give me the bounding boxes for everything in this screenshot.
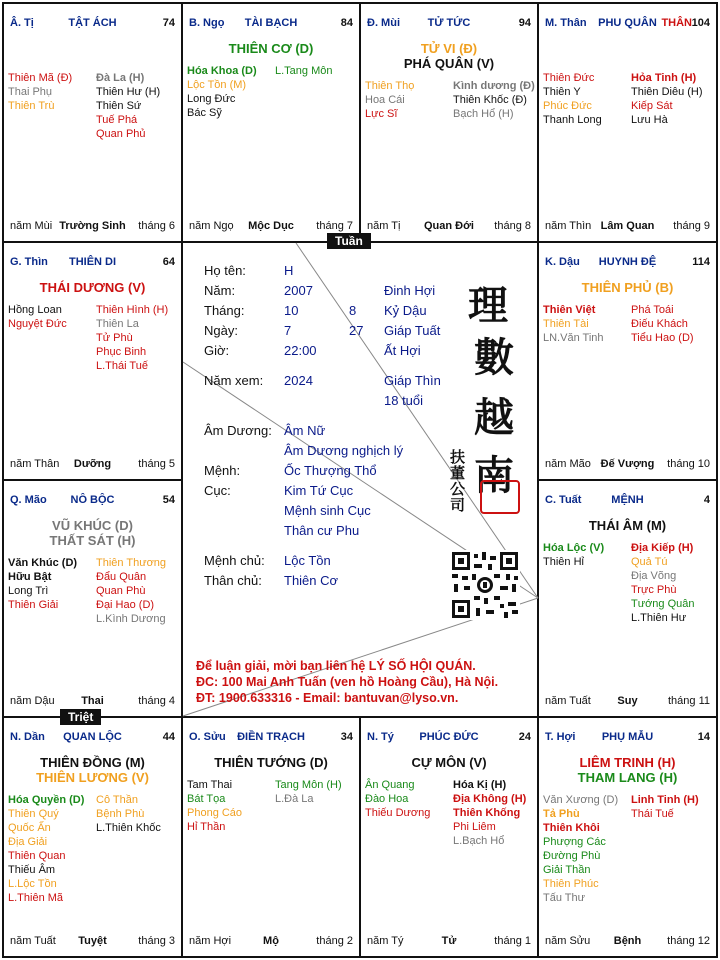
minor-star: Quan Phủ	[96, 128, 146, 140]
palace-footer	[545, 458, 710, 471]
palace-dau[interactable]	[539, 243, 716, 479]
minor-star: Thiên Diêu (H)	[631, 86, 703, 98]
truong-sinh-stage: Đế Vượng	[600, 458, 655, 470]
minor-star: Phục Binh	[96, 346, 147, 358]
minor-stars-left	[543, 793, 618, 905]
minor-stars-right	[453, 778, 526, 848]
palace-suu[interactable]	[183, 718, 359, 956]
tieu-han-year: năm Thân	[10, 458, 60, 470]
minor-star: Tiểu Hao (D)	[631, 332, 694, 344]
nguyet-han-month: tháng 8	[494, 220, 531, 232]
minor-star: L.Lộc Tồn	[8, 878, 57, 890]
branch-label: B. Ngọ	[189, 17, 225, 29]
nam-label: Năm:	[204, 283, 236, 298]
than-chu-label: Thân chủ:	[204, 573, 262, 588]
dai-han-number: 34	[340, 731, 353, 743]
palace-name: PHỤ MẪU	[601, 731, 654, 743]
nguyet-han-month: tháng 12	[667, 935, 710, 947]
minor-stars-left	[543, 71, 602, 127]
palace-footer	[367, 220, 531, 233]
minor-stars-right	[275, 64, 332, 78]
minor-star: Bạch Hổ (H)	[453, 108, 514, 120]
dai-han-number: 54	[162, 494, 175, 506]
seal-char: 董	[450, 464, 466, 482]
minor-star: Phá Toái	[631, 304, 674, 316]
minor-star: Thiên Giải	[8, 599, 59, 611]
minor-star: Thiên Đức	[543, 72, 595, 84]
palace-header	[10, 731, 175, 745]
minor-star: Quả Tú	[631, 556, 668, 568]
branch-label: M. Thân	[545, 17, 587, 29]
minor-stars-left	[8, 303, 67, 331]
minor-star: Hỏa Tinh (H)	[631, 72, 697, 84]
dai-han-number: 84	[340, 17, 353, 29]
minor-star: Lộc Tồn (M)	[187, 79, 247, 91]
cuc-note-2: Thân cư Phu	[284, 523, 360, 538]
cuc-label: Cục:	[204, 483, 231, 498]
minor-stars-right	[631, 303, 694, 345]
main-star: THIÊN TƯỚNG (D)	[214, 755, 328, 770]
palace-header	[10, 494, 175, 508]
palace-header	[545, 494, 710, 508]
minor-star: Thiên Y	[543, 86, 581, 98]
branch-label: Đ. Mùi	[367, 17, 400, 29]
minor-stars-right	[96, 71, 160, 141]
palace-header	[545, 17, 710, 31]
ho-ten-label: Họ tên:	[204, 263, 246, 278]
menh-chu-label: Mệnh chủ:	[204, 553, 265, 568]
palace-header	[10, 256, 175, 270]
minor-star: Long Trì	[8, 585, 49, 597]
cuc-value: Kim Tứ Cục	[284, 483, 354, 498]
nguyet-han-month: tháng 1	[494, 935, 531, 947]
ho-ten-value: H	[284, 263, 294, 278]
dai-han-number: 94	[518, 17, 531, 29]
minor-star: Văn Xương (D)	[543, 794, 619, 806]
minor-star: Thiên Mã (Đ)	[8, 72, 73, 84]
seal-char: 公	[450, 480, 466, 498]
thang-duong: 10	[284, 303, 299, 318]
minor-star: Kình dương (Đ)	[453, 80, 535, 92]
minor-star: Tấu Thư	[543, 892, 586, 904]
minor-star: Tam Thai	[187, 779, 233, 791]
tieu-han-year: năm Hợi	[189, 935, 232, 947]
minor-star: Hữu Bật	[8, 571, 52, 583]
calligraphy-char-1: 理	[468, 282, 508, 329]
branch-label: G. Thìn	[10, 256, 48, 268]
nam-xem-value: 2024	[284, 373, 313, 388]
palace-header	[545, 256, 710, 270]
nguyet-han-month: tháng 5	[138, 458, 175, 470]
nguyet-han-month: tháng 7	[316, 220, 353, 232]
minor-star: Thiên Hỉ	[543, 556, 584, 568]
contact-line-3: ĐT: 1900.633316 - Email: bantuvan@lyso.vn.	[196, 691, 459, 705]
minor-star: Đại Hao (D)	[96, 599, 155, 611]
minor-star: Thái Tuế	[631, 808, 674, 820]
main-star: THÁI ÂM (M)	[588, 518, 667, 533]
main-star: THAM LANG (H)	[577, 770, 678, 785]
than-chu-value: Thiên Cơ	[284, 573, 339, 588]
thang-label: Tháng:	[204, 303, 245, 318]
minor-star: Văn Khúc (D)	[8, 557, 78, 569]
tieu-han-year: năm Dậu	[10, 695, 55, 707]
minor-star: L.Thiên Hư	[631, 612, 687, 624]
minor-star: Hóa Lộc (V)	[543, 542, 605, 554]
minor-star: Thiên Quan	[8, 850, 66, 862]
palace-name: ĐIỀN TRẠCH	[237, 731, 305, 743]
minor-star: Thiên Hư (H)	[96, 86, 161, 98]
dai-han-number: 74	[162, 17, 175, 29]
calligraphy-char-4: 南	[474, 452, 514, 499]
minor-stars-right	[96, 793, 161, 835]
nam-xem-label: Năm xem:	[204, 373, 264, 388]
menh-value: Ốc Thượng Thổ	[284, 463, 377, 478]
truong-sinh-stage: Thai	[81, 695, 104, 707]
branch-label: Â. Tị	[10, 17, 34, 29]
minor-stars-right	[96, 556, 166, 626]
palace-name: THIÊN DI	[68, 256, 117, 268]
minor-star: L.Kình Dương	[96, 613, 166, 625]
main-star: THIÊN LƯƠNG (V)	[36, 770, 149, 785]
minor-star: Thiên Thương	[96, 557, 167, 569]
palace-than[interactable]	[539, 4, 716, 241]
tieu-han-year: năm Thìn	[545, 220, 592, 232]
am-duong-label: Âm Dương:	[204, 423, 272, 438]
minor-star: Thiên Thọ	[365, 80, 415, 92]
main-star: LIÊM TRINH (H)	[579, 755, 676, 770]
palace-header	[189, 17, 353, 31]
main-star: PHÁ QUÂN (V)	[403, 56, 495, 71]
minor-star: Phi Liêm	[453, 821, 496, 833]
dai-han-number: 104	[691, 17, 710, 29]
main-star: THÁI DƯƠNG (V)	[39, 280, 146, 295]
palace-thin[interactable]	[4, 243, 181, 479]
dai-han-number: 24	[518, 731, 531, 743]
minor-star: Thiên Khốc (Đ)	[453, 94, 527, 106]
palace-footer	[545, 220, 710, 233]
dai-han-number: 4	[703, 494, 710, 506]
tieu-han-year: năm Mùi	[10, 220, 53, 232]
minor-star: Thiên Trù	[8, 100, 55, 112]
seal-char: 司	[450, 496, 466, 514]
nguyet-han-month: tháng 9	[673, 220, 710, 232]
palace-header	[367, 731, 531, 745]
branch-label: Q. Mão	[10, 494, 47, 506]
tieu-han-year: năm Tuất	[10, 935, 56, 947]
gio-can-chi: Ất Hợi	[384, 343, 421, 358]
menh-chu-value: Lộc Tồn	[284, 553, 331, 568]
qr-code-icon[interactable]	[450, 550, 520, 620]
palace-name: HUYNH ĐỆ	[598, 256, 657, 268]
truong-sinh-stage: Trường Sinh	[59, 220, 126, 232]
tuan-stamp: Tuần	[327, 233, 371, 249]
minor-star: Ân Quang	[365, 779, 415, 791]
contact-line-2: ĐC: 100 Mai Anh Tuấn (ven hồ Hoàng Cầu), Hà Nội.	[196, 675, 499, 689]
menh-label: Mệnh:	[204, 463, 241, 478]
minor-stars-left	[8, 556, 77, 612]
palace-hoi[interactable]	[539, 718, 716, 956]
palace-footer	[189, 935, 353, 948]
minor-star: Thiên La	[96, 318, 139, 330]
main-star: THIÊN CƠ (D)	[228, 41, 314, 56]
minor-stars-left	[543, 541, 604, 569]
truong-sinh-stage: Bệnh	[613, 935, 642, 947]
minor-star: Địa Võng	[631, 570, 677, 582]
truong-sinh-stage: Suy	[617, 695, 638, 707]
minor-star: Linh Tinh (H)	[631, 794, 699, 806]
main-star: CỰ MÔN (V)	[411, 755, 487, 770]
branch-label: N. Dần	[10, 731, 45, 743]
tieu-han-year: năm Sửu	[545, 935, 591, 947]
main-star: THẤT SÁT (H)	[49, 533, 136, 548]
thang-am: 8	[349, 303, 357, 318]
ngay-label: Ngày:	[204, 323, 238, 338]
contact-line-1: Để luận giải, mời bạn liên hệ LÝ SỐ HỘI QUÁN.	[196, 659, 476, 673]
palace-mao[interactable]	[4, 481, 181, 716]
dai-han-number: 14	[697, 731, 710, 743]
minor-star: Long Đức	[187, 93, 236, 105]
minor-star: Tử Phù	[96, 332, 133, 344]
minor-star: Thiên Quý	[8, 808, 59, 820]
minor-stars-right	[631, 793, 699, 821]
main-star: TỬ VI (Đ)	[420, 41, 478, 56]
truong-sinh-stage: Tử	[441, 935, 457, 947]
minor-star: L.Thiên Mã	[8, 892, 64, 904]
truong-sinh-stage: Lâm Quan	[600, 220, 655, 232]
minor-star: Thiên Việt	[543, 304, 596, 316]
minor-star: Lưu Hà	[631, 114, 668, 126]
minor-stars-left	[187, 64, 257, 120]
main-star: THIÊN PHỦ (B)	[581, 280, 674, 295]
palace-dan[interactable]	[4, 718, 181, 956]
main-star: THIÊN ĐỒNG (M)	[40, 755, 145, 770]
minor-star: Địa Không (H)	[453, 793, 527, 805]
than-marker: THÂN	[661, 17, 692, 29]
triet-stamp: Triệt	[60, 709, 101, 725]
minor-star: Phong Cáo	[187, 807, 243, 819]
minor-stars-right	[96, 303, 168, 373]
minor-star: Tả Phù	[543, 808, 580, 820]
minor-star: L.Tang Môn	[275, 65, 333, 77]
minor-star: Điếu Khách	[631, 318, 688, 330]
minor-star: Thiên Khôi	[543, 822, 600, 834]
minor-star: Đà La (H)	[96, 72, 145, 84]
minor-star: L.Thái Tuế	[96, 360, 148, 372]
nam-value: 2007	[284, 283, 313, 298]
ngay-can-chi: Giáp Tuất	[384, 323, 441, 338]
main-star: VŨ KHÚC (D)	[52, 518, 133, 533]
nguyet-han-month: tháng 10	[667, 458, 710, 470]
minor-star: Hóa Kị (H)	[453, 779, 507, 791]
minor-stars-left	[365, 778, 430, 820]
minor-star: L.Thiên Khốc	[96, 822, 161, 834]
palace-footer	[10, 220, 175, 233]
palace-footer	[367, 935, 531, 948]
minor-star: Đào Hoa	[365, 793, 409, 805]
tieu-han-year: năm Tị	[367, 220, 401, 232]
palace-footer	[189, 220, 353, 233]
dai-han-number: 44	[162, 731, 175, 743]
calligraphy-char-2: 數	[474, 334, 514, 381]
minor-star: Phượng Các	[543, 836, 606, 848]
nguyet-han-month: tháng 6	[138, 220, 175, 232]
minor-star: Thiên Phúc	[543, 878, 599, 890]
minor-star: Tướng Quân	[631, 598, 695, 610]
palace-name: NÔ BỘC	[70, 494, 115, 506]
truong-sinh-stage: Quan Đới	[424, 220, 474, 232]
minor-star: L.Bạch Hổ	[453, 835, 505, 847]
minor-stars-right	[453, 79, 535, 121]
nguyet-han-month: tháng 2	[316, 935, 353, 947]
palace-mui[interactable]	[361, 4, 537, 241]
palace-name: PHÚC ĐỨC	[419, 731, 479, 743]
minor-star: Hỉ Thần	[187, 821, 226, 833]
minor-stars-left	[365, 79, 414, 121]
minor-star: Hồng Loan	[8, 304, 62, 316]
palace-name: QUAN LỘC	[63, 731, 122, 743]
minor-stars-right	[275, 778, 342, 806]
branch-label: T. Hợi	[545, 731, 576, 743]
minor-star: Tang Môn (H)	[275, 779, 342, 791]
branch-label: K. Dậu	[545, 256, 580, 268]
palace-name: PHU QUÂN	[598, 17, 657, 29]
minor-star: Thiên Khống	[453, 807, 521, 819]
palace-ngo[interactable]	[183, 4, 359, 241]
palace-name: TỬ TỨC	[427, 17, 471, 29]
palace-footer	[10, 695, 175, 708]
minor-star: Hóa Khoa (D)	[187, 65, 257, 77]
palace-header	[545, 731, 710, 745]
minor-star: Địa Giải	[8, 836, 48, 848]
seal-char: 扶	[450, 448, 466, 466]
minor-star: Phúc Đức	[543, 100, 592, 112]
palace-ty-top[interactable]	[4, 4, 181, 241]
minor-star: Thiên Tài	[543, 318, 589, 330]
truong-sinh-stage: Mộc Dục	[248, 220, 294, 232]
truong-sinh-stage: Mộ	[263, 935, 279, 947]
truong-sinh-stage: Dưỡng	[73, 458, 112, 470]
minor-star: Lực Sĩ	[365, 108, 398, 120]
ngay-duong: 7	[284, 323, 292, 338]
nguyet-han-month: tháng 4	[138, 695, 175, 707]
minor-star: Thiên Hình (H)	[96, 304, 169, 316]
palace-name: TẬT ÁCH	[68, 17, 117, 29]
minor-star: Hoa Cái	[365, 94, 405, 106]
ngay-am: 27	[349, 323, 364, 338]
minor-star: Hóa Quyền (D)	[8, 794, 85, 806]
calligraphy-char-3: 越	[474, 394, 514, 441]
minor-stars-left	[187, 778, 242, 834]
palace-header	[367, 17, 531, 31]
minor-star: Nguyệt Đức	[8, 318, 67, 330]
minor-stars-left	[543, 303, 604, 345]
palace-ty-bot[interactable]	[361, 718, 537, 956]
tieu-han-year: năm Tý	[367, 935, 404, 947]
minor-star: Giải Thần	[543, 864, 591, 876]
cuc-note-1: Mệnh sinh Cục	[284, 503, 371, 518]
branch-label: O. Sửu	[189, 731, 226, 743]
palace-footer	[10, 935, 175, 948]
nam-can-chi: Đinh Hợi	[384, 283, 436, 298]
tieu-han-year: năm Tuất	[545, 695, 591, 707]
tuoi-value: 18 tuổi	[384, 393, 424, 408]
truong-sinh-stage: Tuyệt	[78, 935, 107, 947]
minor-star: Thai Phụ	[8, 86, 53, 98]
palace-footer	[545, 935, 710, 948]
minor-star: Thiếu Dương	[365, 807, 431, 819]
minor-star: Bệnh Phù	[96, 808, 145, 820]
branch-label: N. Tý	[367, 731, 394, 743]
palace-tuat[interactable]	[539, 481, 716, 716]
palace-name: MỆNH	[611, 494, 644, 506]
minor-star: LN.Văn Tinh	[543, 332, 604, 344]
nam-xem-can-chi: Giáp Thìn	[384, 373, 441, 388]
minor-star: L.Đà La	[275, 793, 314, 805]
minor-star: Đường Phù	[543, 850, 601, 862]
dai-han-number: 114	[692, 256, 710, 268]
palace-header	[10, 17, 175, 31]
thang-can-chi: Kỷ Dậu	[384, 303, 427, 318]
palace-footer	[545, 695, 710, 708]
palace-header	[189, 731, 353, 745]
branch-label: C. Tuất	[545, 494, 582, 506]
red-seal-icon	[480, 480, 520, 514]
minor-star: Thanh Long	[543, 114, 602, 126]
gio-label: Giờ:	[204, 343, 230, 358]
minor-stars-left	[8, 793, 84, 905]
minor-star: Địa Kiếp (H)	[631, 542, 694, 554]
minor-star: Bác Sỹ	[187, 107, 222, 119]
am-duong-note: Âm Dương nghịch lý	[284, 443, 404, 458]
minor-star: Bát Tọa	[187, 793, 226, 805]
minor-star: Trực Phù	[631, 584, 677, 596]
nguyet-han-month: tháng 11	[667, 695, 710, 707]
minor-star: Kiếp Sát	[631, 100, 673, 112]
minor-stars-left	[8, 71, 72, 113]
nguyet-han-month: tháng 3	[138, 935, 175, 947]
palace-footer	[10, 458, 175, 471]
center-info	[184, 244, 536, 716]
minor-star: Quan Phù	[96, 585, 146, 597]
tieu-han-year: năm Mão	[545, 458, 591, 470]
minor-star: Thiếu Âm	[8, 864, 56, 876]
minor-stars-right	[631, 71, 703, 127]
minor-star: Đẩu Quân	[96, 571, 147, 583]
seal-text	[450, 449, 465, 513]
minor-stars-right	[631, 541, 695, 625]
minor-star: Quốc Ấn	[8, 822, 51, 834]
am-duong-value: Âm Nữ	[284, 423, 326, 438]
minor-star: Thiên Sứ	[96, 100, 142, 112]
palace-name: TÀI BẠCH	[244, 17, 298, 29]
minor-star: Cô Thần	[96, 794, 138, 806]
tieu-han-year: năm Ngọ	[189, 220, 234, 232]
gio-value: 22:00	[284, 343, 317, 358]
minor-star: Tuế Phá	[96, 114, 138, 126]
dai-han-number: 64	[162, 256, 175, 268]
